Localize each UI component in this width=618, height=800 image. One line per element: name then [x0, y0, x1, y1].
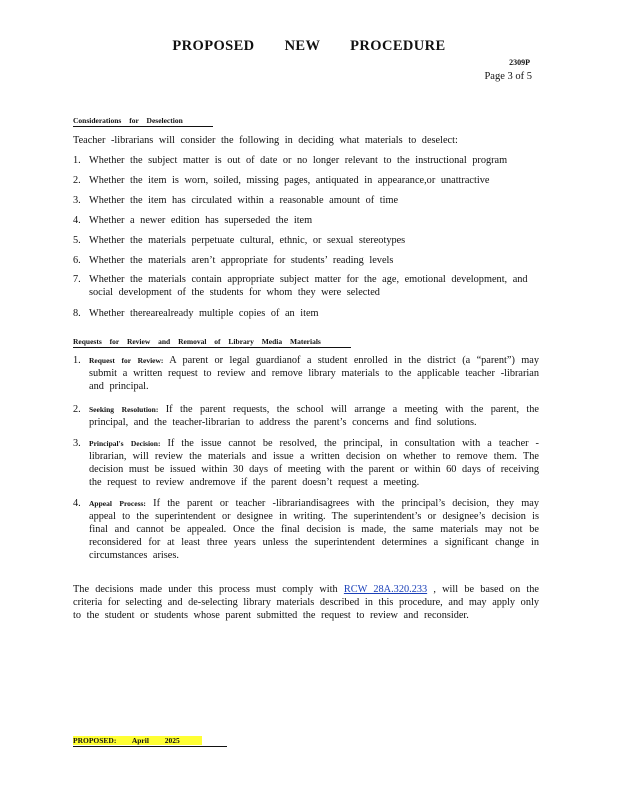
deselection-item [73, 307, 539, 320]
document-number: 2309P [509, 58, 530, 67]
request-step [73, 354, 539, 393]
item-text: Whether the item has circulated within a reasonable amount of time [89, 195, 399, 206]
step-number: 1. [73, 355, 81, 366]
step-text: If the parent or teacher -librariandisagrees with the principal’s decision, they may appeal to the superintendent or designee in writing. The superintendent’s or designee’s decision is final and cannot be appealed. Once the final decision is made, the same materials may not be reconsidered for at least three years unless the superintendent determines a significant change in circumstances arises. [89, 498, 540, 561]
step-title: Seeking Resolution: [89, 405, 159, 414]
step-text: If the issue cannot be resolved, the principal, in consultation with a teacher -librarian, will review the materials and issue a written decision on whether to remove them. The decision must be issued within 30 days of meeting with the parent or within 60 days of receiving the request to review andremove if the parent doesn’t request a meeting. [89, 438, 539, 488]
step-text: If the parent requests, the school will arrange a meeting with the parent, the principal, and the teacher-librarian to address the parent’s concerns and find solutions. [89, 404, 539, 428]
closing-paragraph [73, 583, 539, 622]
closing-text-start: The decisions made under this process must comply with [73, 584, 344, 595]
requests-heading: Requests for Review and Removal of Library Media Materials [73, 337, 351, 348]
item-number: 2. [73, 175, 81, 186]
deselection-item [73, 214, 539, 227]
item-number: 6. [73, 255, 81, 266]
request-step [73, 497, 539, 562]
item-number: 1. [73, 155, 81, 166]
page-number: Page 3 of 5 [484, 71, 532, 82]
step-number: 4. [73, 498, 81, 509]
deselection-heading: Considerations for Deselection [73, 116, 213, 127]
item-text: Whether the materials perpetuate cultural, ethnic, or sexual stereotypes [89, 235, 406, 246]
item-text: Whether the subject matter is out of date or no longer relevant to the instructional program [89, 155, 508, 166]
item-number: 5. [73, 235, 81, 246]
footer-date: April 2025 [131, 736, 180, 745]
footer-label: PROPOSED: [73, 736, 117, 745]
deselection-item [73, 174, 539, 187]
item-number: 4. [73, 215, 81, 226]
item-text: Whether the materials contain appropriate subject matter for the age, emotional development, and social development of the students for whom they were selected [89, 274, 528, 298]
step-text: A parent or legal guardianof a student enrolled in the district (a “parent”) may submit a written request to review and remove library materials to the applicable teacher -librarian and principal. [89, 355, 539, 392]
footer-highlight [73, 736, 202, 745]
page-title: PROPOSED NEW PROCEDURE [172, 38, 446, 54]
request-step [73, 403, 539, 429]
step-body [89, 437, 539, 489]
item-text: Whether the item is worn, soiled, missing pages, antiquated in appearance,or unattractive [89, 175, 490, 186]
item-number: 7. [73, 274, 81, 285]
step-title: Appeal Process: [89, 499, 146, 508]
item-number: 3. [73, 195, 81, 206]
step-body [89, 497, 539, 562]
deselection-item [73, 154, 539, 167]
rcw-link[interactable]: RCW 28A.320.233 [343, 584, 428, 595]
deselection-item [73, 254, 539, 267]
item-text: Whether therearealready multiple copies of an item [89, 308, 319, 319]
step-title: Principal's Decision: [89, 439, 161, 448]
step-number: 2. [73, 404, 81, 415]
request-step [73, 437, 539, 489]
deselection-intro: Teacher -librarians will consider the following in deciding what materials to deselect: [73, 135, 458, 146]
step-number: 3. [73, 438, 81, 449]
deselection-item [73, 234, 539, 247]
item-number: 8. [73, 308, 81, 319]
deselection-item [73, 273, 539, 299]
item-text: Whether a newer edition has superseded the item [89, 215, 313, 226]
proposed-footer [73, 736, 227, 747]
step-title: Request for Review: [89, 356, 164, 365]
deselection-item [73, 194, 539, 207]
item-text: Whether the materials aren’t appropriate for students’ reading levels [89, 255, 394, 266]
step-body [89, 354, 539, 393]
step-body [89, 403, 539, 429]
closing-text-end: , will be based on the criteria for selecting and de-selecting library materials described in this procedure, and may apply only to the student or students whose parent submitted the request to review and reconsider. [73, 584, 539, 621]
